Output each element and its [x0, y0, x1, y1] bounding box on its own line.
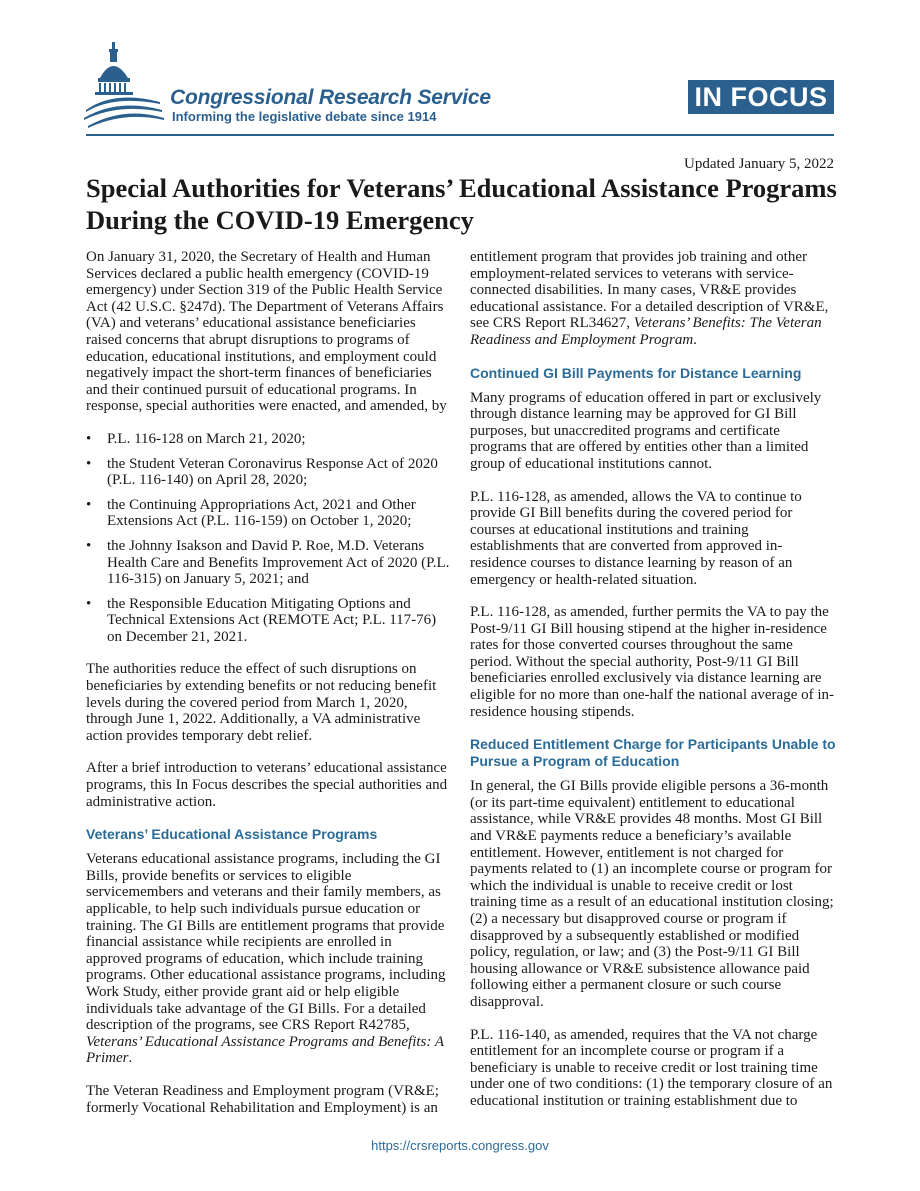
updated-date: Updated January 5, 2022 — [684, 156, 834, 172]
bullet-icon: • — [86, 496, 92, 513]
brand-name: Congressional Research Service — [170, 86, 491, 109]
brand-tagline: Informing the legislative debate since 1914 — [172, 109, 437, 124]
body-paragraph: Veterans educational assistance programs, including the GI Bills, provide benefits or services to eligible servicemembers and veterans and their family members, as applicable, to help such individuals pursue education or training. The GI Bills are entitlement programs that provide financial assistance while recipients are enrolled in approved programs of education, which include training programs. Other educational assistance programs, including Work Study, either provide grant aid or help eligible individuals take advantage of the GI Bills. For a detailed description of the programs, see CRS Report R42785, Veterans’ Educational Assistance Programs and Benefits: A Primer. — [86, 851, 446, 1067]
report-title: Veterans’ Benefits: The Veteran Readiness and Employment Program — [470, 315, 822, 348]
report-title: Veterans’ Educational Assistance Programs and Benefits: A Primer — [86, 1033, 444, 1067]
list-item: • P.L. 116-128 on March 21, 2020; — [86, 430, 306, 447]
section-heading: Continued GI Bill Payments for Distance Learning — [470, 364, 802, 381]
right-column — [470, 249, 836, 1126]
body-paragraph: The Veteran Readiness and Employment program (VR&E; formerly Vocational Rehabilitation and Employment) is an — [86, 1082, 439, 1116]
header-divider — [86, 134, 834, 136]
list-item: • the Responsible Education Mitigating Options and Technical Extensions Act (REMOTE Act; P.L. 117-76) on December 21, 2021. — [86, 595, 437, 645]
footer-url-link[interactable]: https://crsreports.congress.gov — [371, 1138, 549, 1153]
bullet-icon: • — [86, 455, 92, 472]
intro-paragraph: On January 31, 2020, the Secretary of Health and Human Services declared a public health emergency (COVID-19 emergency) under Section 319 of the Public Health Service Act (42 U.S.C. §247d). The Department of Veterans Affairs (VA) and veterans’ educational assistance beneficiaries raised concerns that abrupt disruptions to programs of education, educational institutions, and employment could negatively impact the short-term finances of beneficiaries and their continued pursuit of educational programs. In response, special authorities were enacted, and amended, by — [86, 249, 447, 415]
list-item: • the Student Veteran Coronavirus Response Act of 2020 (P.L. 116-140) on April 28, 2020; — [86, 455, 438, 489]
bullet-icon: • — [86, 430, 92, 447]
section-heading: Veterans’ Educational Assistance Programs — [86, 826, 378, 843]
in-focus-badge: IN FOCUS — [688, 80, 834, 114]
capitol-dome-icon — [84, 40, 166, 130]
report-header — [0, 0, 920, 150]
list-item: • the Continuing Appropriations Act, 2021 and Other Extensions Act (P.L. 116-159) on October 1, 2020; — [86, 496, 416, 530]
bullet-icon: • — [86, 595, 92, 612]
list-item: • the Johnny Isakson and David P. Roe, M.D. Veterans Health Care and Benefits Improvement Act of 2020 (P.L. 116-315) on January 5, 2021; and — [86, 537, 450, 588]
body-paragraph: entitlement program that provides job training and other employment-related services to veterans with service-connected disabilities. In many cases, VR&E provides educational assistance. For a detailed description of VR&E, see CRS Report RL34627, Veterans’ Benefits: The Veteran Readiness and Employment Program. — [470, 249, 829, 348]
left-column — [86, 249, 451, 1132]
body-paragraph: The authorities reduce the effect of such disruptions on beneficiaries by extending benefits or not reducing benefit levels during the covered period from March 1, 2020, through June 1, 2022. Additionally, a VA administrative action provides temporary debt relief. — [86, 661, 437, 744]
body-paragraph: In general, the GI Bills provide eligible persons a 36-month (or its part-time equivalent) entitlement to educational assistance, while VR&E provides 48 months. Most GI Bill and VR&E payments reduce a beneficiary’s available entitlement. However, entitlement is not charged for payments related to (1) an incomplete course or program for which the individual is unable to receive credit or lost training time as a result of an educational institution closing; (2) a necessary but disapproved course or program if disapproved by a subsequently established or modified policy, regulation, or law; and (3) the Post-9/11 GI Bill housing allowance or VR&E subsistence allowance paid following either a permanent closure or such course disapproval. — [470, 778, 834, 1010]
page-title: Special Authorities for Veterans’ Educational Assistance Programs During the COVID-19 Emergency — [86, 173, 837, 235]
body-paragraph: P.L. 116-140, as amended, requires that the VA not charge entitlement for an incomplete course or program if a beneficiary is unable to receive credit or lost training time under one of two conditions: (1) the temporary closure of an educational institution or training establishment due to — [470, 1026, 833, 1109]
bullet-icon: • — [86, 537, 92, 554]
body-paragraph: After a brief introduction to veterans’ educational assistance programs, this In Focus describes the special authorities and administrative action. — [86, 760, 448, 810]
body-paragraph: Many programs of education offered in part or exclusively through distance learning may be approved for GI Bill purposes, but unaccredited programs and certificate programs that are offered by entities other than a limited group of educational institutions cannot. — [470, 389, 822, 472]
body-paragraph: P.L. 116-128, as amended, allows the VA to continue to provide GI Bill benefits during the covered period for courses at educational institutions and training establishments that are converted from approved in-residence courses to distance learning by reason of an emergency or health-related situation. — [470, 488, 802, 588]
legislation-list — [86, 431, 451, 646]
section-heading: Reduced Entitlement Charge for Participants Unable to Pursue a Program of Education — [470, 736, 836, 770]
body-paragraph: P.L. 116-128, as amended, further permits the VA to pay the Post-9/11 GI Bill housing stipend at the higher in-residence rates for those converted courses throughout the same period. Without the special authority, Post-9/11 GI Bill beneficiaries enrolled exclusively via distance learning are eligible for no more than one-half the national average of in-residence housing stipends. — [470, 604, 835, 720]
